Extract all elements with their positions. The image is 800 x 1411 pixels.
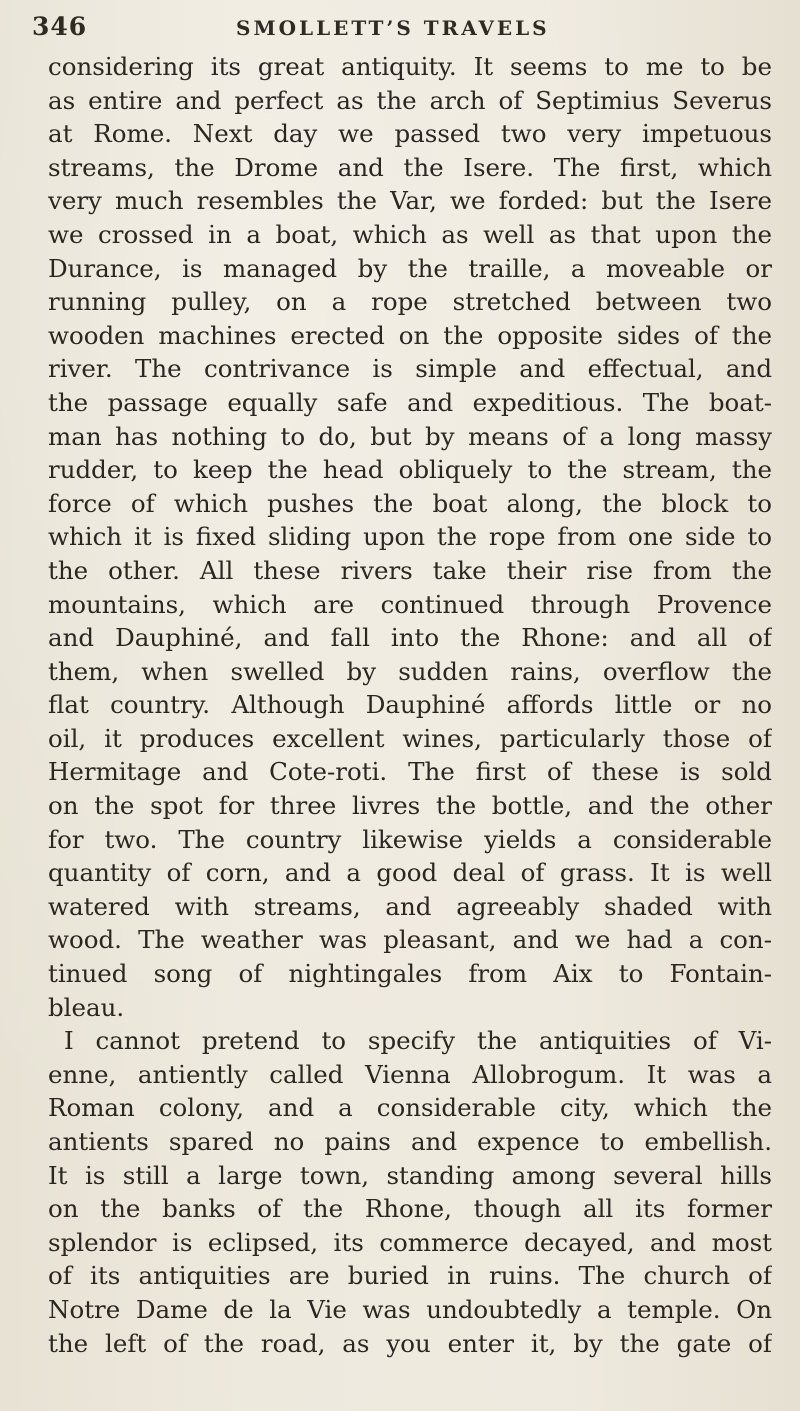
text-line: considering its great antiquity. It seems to me to be	[48, 52, 772, 81]
text-line: and Dauphiné, and fall into the Rhone: and all of	[48, 623, 772, 653]
text-line: flat country. Although Dauphiné affords little or no	[48, 690, 772, 720]
text-line: the passage equally safe and expeditious. The boat-	[48, 387, 772, 417]
page-number: 346	[32, 12, 88, 41]
text-line: antients spared no pains and expence to embellish.	[48, 1127, 772, 1156]
body-text	[48, 50, 772, 1360]
running-head	[0, 8, 800, 48]
text-line: splendor is eclipsed, its commerce decayed, and most	[48, 1227, 772, 1257]
text-line: the other. All these rivers take their rise from the	[48, 555, 772, 585]
text-line: on the spot for three livres the bottle, and the other	[48, 791, 772, 821]
text-line: which it is fixed sliding upon the rope from one side to	[48, 522, 772, 552]
text-line: It is still a large town, standing among several hills	[48, 1160, 772, 1190]
text-line: Hermitage and Cote-roti. The first of these is sold	[48, 757, 772, 787]
text-line: for two. The country likewise yields a considerable	[48, 824, 772, 854]
text-line: quantity of corn, and a good deal of grass. It is well	[48, 858, 772, 888]
text-line: mountains, which are continued through Provence	[48, 589, 772, 619]
text-line: river. The contrivance is simple and effectual, and	[48, 354, 772, 384]
text-line: force of which pushes the boat along, the block to	[48, 488, 772, 518]
text-line: wooden machines erected on the opposite sides of the	[48, 320, 772, 350]
text-line: Roman colony, and a considerable city, which the	[48, 1093, 772, 1123]
text-line: tinued song of nightingales from Aix to Fontain-	[48, 959, 772, 989]
text-line: man has nothing to do, but by means of a long massy	[48, 421, 772, 451]
paragraph-start-line: I cannot pretend to specify the antiquities of Vi-	[64, 1026, 772, 1056]
text-line: as entire and perfect as the arch of Septimius Severus	[48, 85, 772, 115]
text-line: enne, antiently called Vienna Allobrogum. It was a	[48, 1059, 772, 1089]
text-line: we crossed in a boat, which as well as that upon the	[48, 219, 772, 249]
text-line: streams, the Drome and the Isere. The first, which	[48, 152, 772, 182]
text-line: Durance, is managed by the traille, a moveable or	[48, 253, 772, 283]
running-title: SMOLLETT’S TRAVELS	[236, 16, 550, 40]
text-line: oil, it produces excellent wines, particularly those of	[48, 723, 772, 753]
text-line: wood. The weather was pleasant, and we had a con-	[48, 925, 772, 955]
text-line: on the banks of the Rhone, though all its former	[48, 1194, 772, 1224]
text-line: rudder, to keep the head obliquely to the stream, the	[48, 455, 772, 485]
text-line: the left of the road, as you enter it, by the gate of	[48, 1328, 772, 1358]
text-line: of its antiquities are buried in ruins. The church of	[48, 1261, 772, 1291]
text-line: watered with streams, and agreeably shaded with	[48, 891, 772, 921]
paragraph-end-line: bleau.	[48, 992, 125, 1022]
text-line: very much resembles the Var, we forded: but the Isere	[48, 186, 772, 216]
text-line: running pulley, on a rope stretched between two	[48, 287, 772, 317]
text-line: at Rome. Next day we passed two very impetuous	[48, 119, 772, 149]
text-line: them, when swelled by sudden rains, overflow the	[48, 656, 772, 686]
text-line: Notre Dame de la Vie was undoubtedly a temple. On	[48, 1294, 772, 1324]
